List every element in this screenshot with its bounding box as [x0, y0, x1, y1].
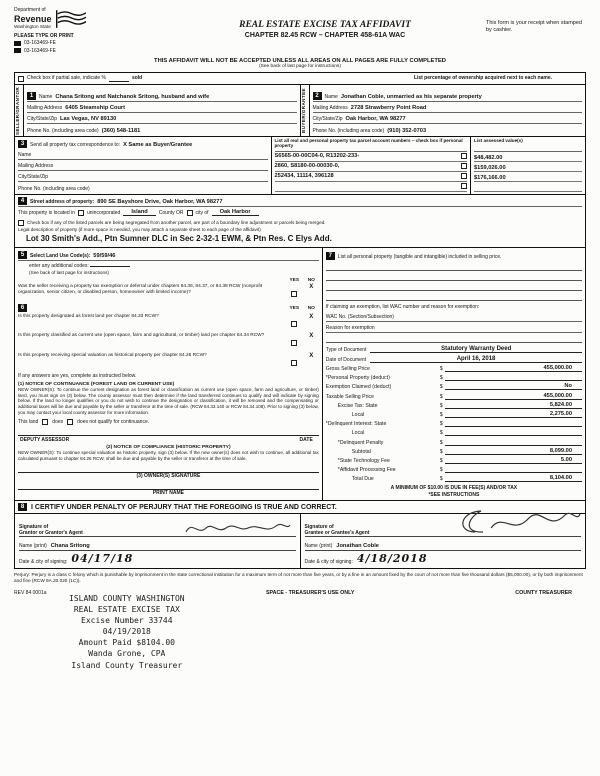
forest-no-x[interactable]: X	[309, 313, 314, 320]
treasurer-space-label: SPACE - TREASURER'S USE ONLY	[266, 589, 355, 596]
county-treasurer-label: COUNTY TREASURER	[515, 589, 572, 596]
personal-property-line[interactable]	[326, 261, 582, 271]
header-right	[486, 8, 586, 34]
name-print-label: Name (print)	[19, 543, 47, 550]
grantee-signature-label	[305, 524, 370, 536]
notice-compliance-title: (2) NOTICE OF COMPLIANCE (HISTORIC PROPERTY)	[106, 445, 231, 451]
grantor-signature-block	[15, 514, 300, 568]
form-body	[14, 72, 586, 569]
historic-yes-checkbox[interactable]	[291, 360, 297, 366]
dollar-sign: $	[439, 430, 443, 437]
deputy-assessor-signature-line[interactable]	[18, 425, 319, 436]
owners-signature-line[interactable]	[18, 462, 319, 473]
form-title: REAL ESTATE EXCISE TAX AFFIDAVIT	[239, 20, 411, 30]
money-label: Gross Selling Price	[325, 366, 370, 373]
personal-property-checkbox[interactable]	[461, 183, 467, 189]
dept-of-label: Department of	[14, 7, 46, 13]
personal-property-label: List all personal property (tangible and intangible) included in selling price.	[337, 253, 502, 260]
stamp-line: Wanda Grone, CPA	[88, 649, 166, 659]
city-name-value[interactable]: Oak Harbor	[212, 209, 259, 216]
buyer-name-value[interactable]: Jonathan Coble, unmarried as his separate property	[340, 93, 482, 100]
grantor-signature-label	[19, 524, 83, 536]
see-back-note: (See back of last page for instructions)	[259, 64, 341, 69]
washington-state-label: Washington State	[14, 24, 51, 30]
treasurer-stamp	[69, 593, 185, 671]
personal-property-line[interactable]	[326, 271, 582, 281]
owners-signature-label: (3) OWNER(S) SIGNATURE	[136, 472, 201, 479]
section-7-column	[323, 248, 585, 500]
personal-property-line[interactable]	[326, 281, 582, 291]
seller-name-value[interactable]: Chana Sritong and Natchanok Sritong, husband and wife	[55, 93, 210, 100]
state-technology-fee-value[interactable]: 5.00	[445, 457, 582, 464]
buyer-phone-value[interactable]: (910) 352-0703	[387, 127, 427, 134]
dollar-sign: $	[439, 402, 443, 409]
assessed-values-block	[471, 137, 585, 194]
personal-property-checkbox[interactable]	[461, 163, 467, 169]
legal-description-value[interactable]: Lot 30 Smith's Add., Ptn Sumner DLC in Sec 2-32-1 EWM, & Ptn Res. C Elys Add.	[26, 234, 332, 244]
stamp-line: Amount Paid $8104.00	[78, 638, 175, 648]
question-current-use: Is this property classified as current use (open space, farm and agricultural, or timber) land per chapter 84.34 RCW?	[18, 333, 265, 339]
form-number-marker-icon	[14, 48, 21, 53]
parcel-value[interactable]: 252434, 11114, 396128	[274, 173, 334, 179]
grantor-signing-date[interactable]: 04/17/18	[71, 552, 134, 566]
doc-type-label: Type of Document	[325, 346, 367, 353]
field-label: City/State/Zip	[312, 115, 343, 122]
unincorporated-label: unincorporated	[86, 209, 121, 216]
receipt-note: This form is your receipt when stamped by cashier.	[486, 20, 582, 34]
mid-columns	[15, 248, 585, 501]
grantor-signature-scribble-icon	[182, 518, 292, 538]
signature-of-label: Signature of	[19, 524, 49, 531]
county-or-label: County OR	[158, 209, 184, 216]
signature-columns	[15, 514, 585, 568]
land-use-codes-value[interactable]: 59/59/46	[93, 253, 116, 260]
affidavit-processing-fee-value[interactable]	[445, 466, 582, 473]
seller-fields	[24, 85, 300, 136]
money-label: *State Technology Fee	[337, 457, 390, 464]
doc-date-value[interactable]: April 16, 2018	[370, 356, 582, 363]
dollar-sign: $	[439, 393, 443, 400]
yes-header: YES	[289, 305, 300, 311]
signature-of-label: Signature of	[304, 524, 334, 531]
seller-csz-value[interactable]: Las Vegas, NV 89130	[60, 115, 117, 122]
grantee-signature-scribble-icon	[451, 506, 581, 540]
section-3	[15, 137, 585, 195]
print-name-label: PRINT NAME	[152, 490, 184, 497]
if-yes-note: If any answers are yes, complete as instructed below.	[18, 372, 137, 379]
enter-codes-label: enter any additional codes:	[29, 263, 89, 270]
footer	[14, 587, 586, 697]
city-checkbox[interactable]	[187, 210, 193, 216]
grantee-signature[interactable]	[373, 516, 581, 536]
partial-sale-row	[15, 73, 585, 85]
deferral-yes-checkbox[interactable]	[291, 291, 297, 297]
parcel-header: List all real and personal property tax parcel account numbers – check box if personal property	[275, 138, 468, 152]
located-in-label: This property is located in	[18, 209, 75, 216]
personal-property-checkbox[interactable]	[461, 173, 467, 179]
delinquent-interest-local-value[interactable]	[445, 429, 582, 436]
assessed-value[interactable]: $48,482.00	[474, 152, 582, 162]
date-label: DATE	[299, 436, 313, 443]
notice-continuance-body: NEW OWNER(S): To continue the current designation as forest land or classification as current use (open space, farm and agriculture, or timber) land, you must sign on (3) below. The county assessor must then determine if the land transferred continues to qualify and will indicate by signing below. If the land no longer qualifies or you do not wish to continue the designation or classification, it will be removed and the compensating or additional taxes will be due and payable by the seller or transferor at the time of sale. (RCW 84.33.140 or RCW 84.34.108). Prior to signing (3) below, you may contact your local county assessor for more information.	[18, 386, 319, 415]
form-subtitle: CHAPTER 82.45 RCW – CHAPTER 458-61A WAC	[244, 32, 406, 39]
buyer-address-value[interactable]: 2728 Strawberry Point Road	[350, 104, 427, 111]
type-or-print-label: PLEASE TYPE OR PRINT	[14, 32, 74, 39]
grantee-agent-label: Grantee or Grantee's Agent	[304, 530, 370, 537]
section-3-badge: 3	[18, 140, 27, 148]
section-8	[15, 501, 585, 568]
stamp-line: Excise Number 33744	[81, 615, 173, 625]
name-print-label: Name (print)	[304, 543, 333, 550]
exemption-claimed-value[interactable]: No	[445, 383, 582, 390]
stamp-line: ISLAND COUNTY WASHINGTON	[69, 593, 185, 603]
segregated-checkbox[interactable]	[18, 220, 24, 226]
doc-date-label: Date of Document	[325, 356, 367, 363]
form-number-row	[14, 40, 164, 47]
header-center	[164, 8, 486, 39]
land-use-label: Select Land Use Code(s):	[30, 253, 91, 260]
question-historic: Is this property receiving special valuation as historical property per chapter 84.26 RCW?	[18, 352, 207, 358]
deferral-no-x[interactable]: X	[309, 284, 314, 291]
segregated-note: Check box if any of the listed parcels are being segregated from another parcel, are part of a boundary line adjustment or parcels being merged.	[27, 219, 326, 225]
question-exemption-deferral: Was the seller receiving a property tax exemption or deferral under chapters 84.36, 84.37, or 84.38 RCW (nonprofit organization, senior citizen, or disabled person, homeowner with limited income)?	[18, 284, 263, 296]
date-city-label: Date & city of signing:	[304, 559, 353, 566]
partial-sale-checkbox[interactable]	[18, 76, 24, 82]
money-label: Taxable Selling Price	[325, 393, 374, 400]
dollar-sign: $	[439, 375, 443, 382]
deputy-assessor-label: DEPUTY ASSESSOR	[20, 436, 70, 443]
delinquent-penalty-value[interactable]	[445, 439, 582, 446]
section-5-6-column	[15, 248, 323, 500]
this-land-label: This land	[18, 418, 39, 425]
money-label: Local	[351, 430, 365, 437]
section-1-badge: 1	[27, 92, 36, 100]
money-label: Excise Tax: State	[337, 402, 378, 409]
money-label: Total Due	[351, 476, 374, 483]
field-label: Phone No. (including area code)	[27, 127, 99, 134]
buyer-side-label: BUYER/GRANTEE	[301, 85, 310, 136]
parties-section	[15, 85, 585, 137]
delinquent-interest-state-value[interactable]	[445, 420, 582, 427]
seller-phone-value[interactable]: (360) 548-1181	[101, 127, 141, 134]
certify-statement: I CERTIFY UNDER PENALTY OF PERJURY THAT THE FOREGOING IS TRUE AND CORRECT.	[31, 503, 337, 511]
personal-property-line[interactable]	[326, 291, 582, 301]
dollar-sign: $	[439, 467, 443, 474]
assessed-value[interactable]: $159,026.00	[474, 162, 582, 172]
dollar-sign: $	[439, 457, 443, 464]
see-back-note-2: (See back of last page for instructions)	[29, 269, 109, 275]
parcel-numbers-block	[272, 137, 472, 194]
assessed-header: List assessed value(s)	[474, 138, 582, 152]
unincorporated-checkbox[interactable]	[78, 210, 84, 216]
dollar-sign: $	[439, 384, 443, 391]
buyer-fields	[310, 85, 586, 136]
completion-warning: THIS AFFIDAVIT WILL NOT BE ACCEPTED UNLESS ALL AREAS ON ALL PAGES ARE FULLY COMPLETED	[154, 58, 446, 64]
partial-percent-field[interactable]	[109, 76, 129, 82]
field-label: Name	[39, 93, 53, 100]
field-label: Mailing Address	[312, 104, 348, 111]
dollar-sign: $	[439, 439, 443, 446]
field-label: Mailing Address	[27, 104, 63, 111]
field-label: City/State/Zip	[18, 173, 49, 180]
form-number-row	[14, 48, 164, 55]
rev-number: REV 84 0001a	[14, 589, 47, 596]
assessed-value[interactable]	[474, 182, 582, 192]
no-header: NO	[307, 277, 315, 283]
minimum-due-note: A MINIMUM OF $10.00 IS DUE IN FEE(S) AND/OR TAX	[390, 485, 518, 492]
excise-tax-state-value[interactable]: 5,824.00	[445, 402, 582, 409]
buyer-csz-value[interactable]: Oak Harbor, WA 98277	[345, 115, 406, 122]
additional-codes-field[interactable]	[90, 261, 130, 267]
field-label: Mailing Address	[18, 162, 54, 169]
historic-no-x[interactable]: X	[309, 352, 314, 359]
same-as-buyer-value[interactable]: X Same as Buyer/Grantee	[123, 141, 193, 148]
yes-header: YES	[289, 277, 300, 283]
partial-sale-label: Check box if partial sale, indicate %	[27, 75, 106, 81]
grantee-signing-date[interactable]: 4/18/2018	[356, 552, 428, 566]
date-city-label: Date & city of signing:	[19, 559, 68, 566]
subtotal-value[interactable]: 8,099.00	[445, 448, 582, 455]
no-header: NO	[307, 305, 315, 311]
gross-selling-price-value[interactable]: 455,000.00	[445, 365, 582, 372]
dollar-sign: $	[439, 421, 443, 428]
money-label: *Affidavit Processing Fee	[337, 467, 396, 474]
current-use-no-x[interactable]: X	[309, 333, 314, 340]
forest-yes-checkbox[interactable]	[291, 321, 297, 327]
section-8-badge: 8	[18, 503, 27, 511]
form-number-marker-icon	[14, 41, 21, 46]
grantor-printed-name[interactable]: Chana Sritong	[50, 543, 90, 550]
notice-continuance-title: (1) NOTICE OF CONTINUANCE (FOREST LAND OR CURRENT USE)	[18, 381, 175, 387]
does-not-qualify-checkbox[interactable]	[67, 419, 73, 425]
stamp-line: 04/19/2018	[102, 627, 151, 637]
tax-correspondence-block	[15, 137, 272, 194]
parcel-value[interactable]: 2860, S8180-00-00030-0,	[274, 163, 340, 169]
section-5-badge: 5	[18, 251, 27, 259]
perjury-statement: Perjury: Perjury is a class C felony which is punishable by imprisonment in the state correctional institution for a maximum term of not more than five years, or by a fine in an amount fixed by the court of not more than five thousand dollars ($5,000.00), or by both imprisonment and fine (RCW 9A.20.020 (1C)).	[14, 572, 583, 584]
parcel-value[interactable]: S6565-00-00C04-0, R13202-233-	[274, 153, 360, 159]
seller-grantor-section	[15, 85, 300, 136]
money-label: *Delinquent Interest: State	[325, 421, 387, 428]
money-label: Subtotal	[351, 448, 371, 455]
does-not-label: does not qualify for continuance.	[77, 418, 150, 425]
legal-description-label: Legal description of property (if more space is needed, you may attach a separate sheet to each page of the affidavit)	[18, 226, 261, 232]
section-6-badge: 6	[18, 304, 27, 312]
stamp-line: Island County Treasurer	[71, 660, 183, 670]
personal-property-checkbox[interactable]	[461, 153, 467, 159]
send-correspondence-label: Send all property tax correspondence to:	[30, 141, 121, 148]
form-number-2: 03-163469-FE	[24, 47, 56, 54]
street-address-value[interactable]: 890 SE Bayshore Drive, Oak Harbor, WA 98277	[97, 198, 223, 205]
city-of-label: city of	[195, 209, 209, 216]
seller-address-value[interactable]: 6405 Steamship Court	[65, 104, 126, 111]
dor-logo-text	[14, 8, 52, 30]
field-label: City/State/Zip	[27, 115, 58, 122]
see-instructions-note: *SEE INSTRUCTIONS	[428, 491, 480, 498]
field-label: Name	[18, 151, 32, 158]
total-due-value[interactable]: 8,104.00	[445, 475, 582, 482]
washington-flag-icon	[56, 10, 86, 28]
section-7-badge: 7	[326, 252, 335, 260]
dollar-sign: $	[439, 412, 443, 418]
section-4-badge: 4	[18, 197, 27, 205]
stamp-line: REAL ESTATE EXCISE TAX	[73, 604, 180, 614]
does-qualify-checkbox[interactable]	[42, 419, 48, 425]
section-4	[15, 195, 585, 249]
exemption-label: If claiming an exemption, list WAC number and reason for exemption:	[325, 304, 480, 311]
grantee-signature-block	[300, 514, 586, 568]
form-number-1: 03-163469-FE	[24, 40, 56, 46]
sold-label: sold	[131, 75, 143, 81]
dor-logo	[14, 8, 164, 30]
notice-compliance-body: NEW OWNER(S): To continue special valuation as historic property, sign (3) below. If the new owner(s) does not wish to continue, all additional tax calculated pursuant to chapter 84.26 RCW, shall be due and payable by the seller or transferor at the time of sale.	[18, 450, 319, 462]
does-label: does	[52, 418, 64, 425]
question-forest-land: Is this property designated as forest land per chapter 84.33 RCW?	[18, 313, 159, 319]
dollar-sign: $	[439, 366, 443, 373]
print-name-line[interactable]	[18, 479, 319, 490]
field-label: Phone No. (including area code)	[312, 127, 385, 134]
header-left	[14, 8, 164, 54]
seller-side-label: SELLER/GRANTOR	[15, 85, 24, 136]
county-name-value[interactable]: Island	[123, 209, 155, 216]
money-label: *Delinquent Penalty	[337, 439, 384, 446]
personal-property-deduct-value[interactable]	[445, 374, 582, 381]
money-label: Local	[351, 412, 365, 418]
taxable-selling-price-value[interactable]: 455,000.00	[445, 393, 582, 400]
grantor-signature[interactable]	[87, 516, 296, 536]
doc-type-value[interactable]: Statutory Warranty Deed	[370, 346, 582, 353]
ownership-note: List percentage of ownership acquired next to each name.	[413, 75, 552, 81]
dollar-sign: $	[439, 448, 443, 455]
field-label: Name	[324, 93, 338, 100]
revenue-label: Revenue	[14, 13, 52, 24]
reason-extra-line[interactable]	[326, 333, 582, 343]
street-address-label: Street address of property:	[30, 198, 95, 205]
field-label: Phone No. (including area code)	[18, 185, 90, 192]
wac-label: WAC No. (Section/Subsection)	[325, 313, 394, 320]
buyer-grantee-section	[300, 85, 586, 136]
assessed-value[interactable]: $176,166.00	[474, 172, 582, 182]
grantee-printed-name[interactable]: Jonathan Coble	[336, 543, 379, 550]
reason-label: Reason for exemption	[325, 324, 375, 331]
form-header	[14, 8, 586, 54]
money-label: *Personal Property (deduct)	[325, 375, 390, 382]
excise-tax-local-value[interactable]: 2,275.00	[445, 411, 582, 418]
section-2-badge: 2	[313, 92, 322, 100]
money-label: Exemption Claimed (deduct)	[325, 384, 392, 391]
grantor-agent-label: Grantor or Grantor's Agent	[19, 530, 83, 537]
dollar-sign: $	[439, 476, 443, 483]
current-use-yes-checkbox[interactable]	[291, 340, 297, 346]
